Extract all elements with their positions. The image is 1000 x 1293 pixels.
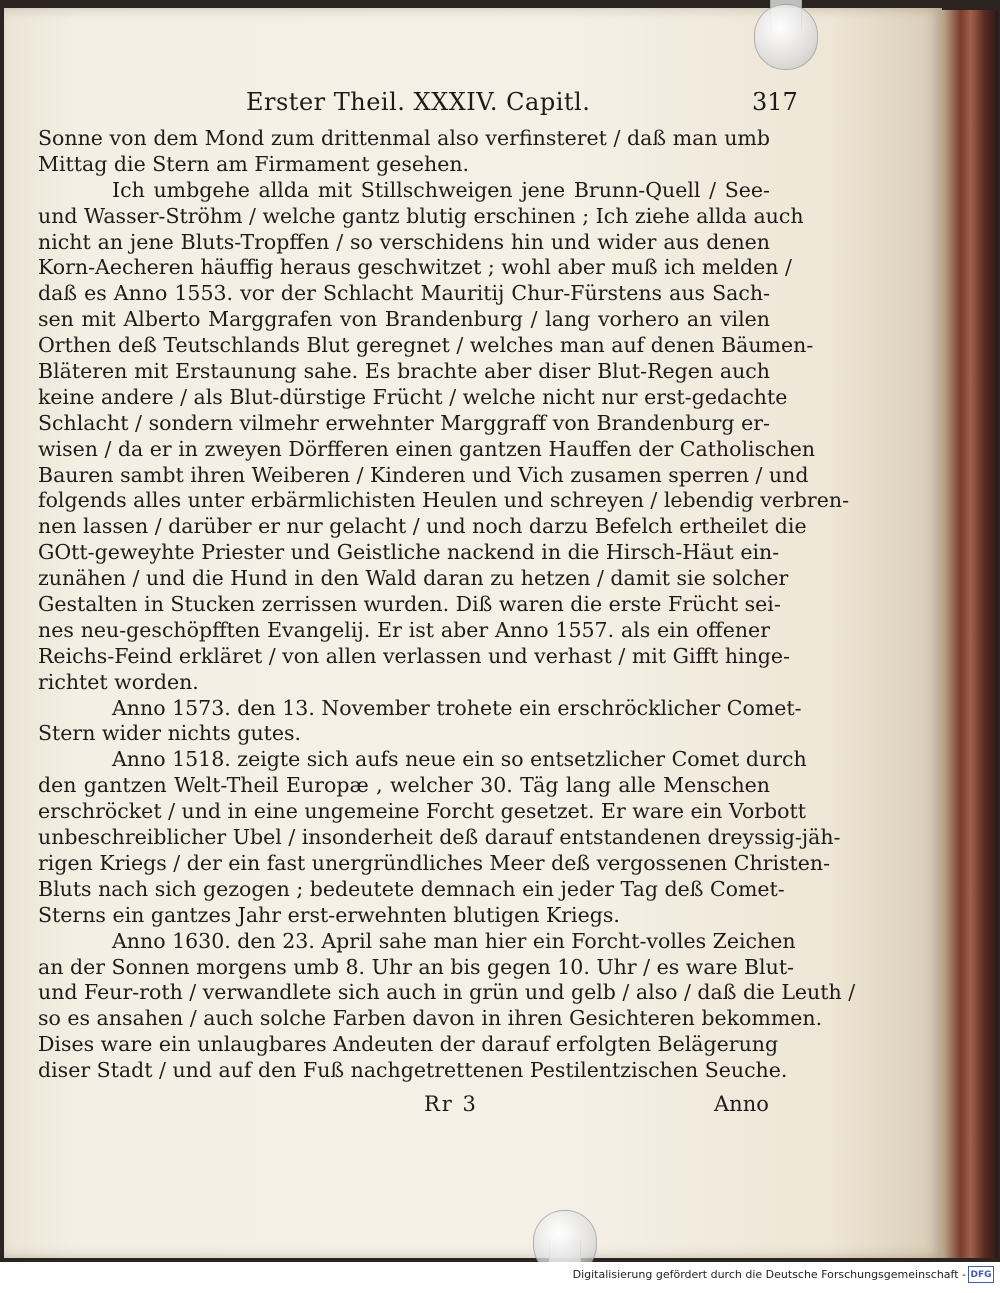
page-clip-top bbox=[754, 4, 818, 70]
text-line: Dises ware ein unlaugbares Andeuten der darauf erfolgten Belägerung bbox=[38, 1032, 779, 1057]
text-line: Orthen deß Teutschlands Blut geregnet / welches man auf denen Bäumen- bbox=[38, 333, 814, 358]
text-line: Stern wider nichts gutes. bbox=[38, 721, 302, 746]
signature-mark: Rr 3 bbox=[424, 1092, 478, 1116]
text-line: nicht an jene Bluts-Tropffen / so verschidens hin und wider aus denen bbox=[38, 229, 770, 254]
text-line: erschröcket / und in eine ungemeine Forcht gesetzet. Er ware ein Vorbott bbox=[38, 799, 806, 824]
text-line: folgends alles unter erbärmlichisten Heulen und schreyen / lebendig verbren- bbox=[38, 488, 849, 513]
text-line: Mittag die Stern am Firmament gesehen. bbox=[38, 151, 470, 176]
funding-credit: Digitalisierung gefördert durch die Deutsche Forschungsgemeinschaft - bbox=[572, 1268, 966, 1281]
text-line: nes neu-geschöpfften Evangelij. Er ist aber Anno 1557. als ein offener bbox=[38, 617, 770, 642]
text-line: wisen / da er in zweyen Dörfferen einen gantzen Hauffen der Catholischen bbox=[38, 436, 816, 461]
text-line: sen mit Alberto Marggrafen von Brandenburg / lang vorhero an vilen bbox=[38, 307, 770, 332]
text-line: unbeschreiblicher Ubel / insonderheit deß darauf entstandenen dreyssig-jäh- bbox=[38, 825, 841, 850]
running-header bbox=[40, 88, 798, 118]
text-line: an der Sonnen morgens umb 8. Uhr an bis gegen 10. Uhr / es ware Blut- bbox=[38, 954, 794, 979]
text-line: keine andere / als Blut-dürstige Frücht / welche nicht nur erst-gedachte bbox=[38, 384, 788, 409]
page-footer bbox=[40, 1092, 780, 1120]
text-line: den gantzen Welt-Theil Europæ , welcher 30. Täg lang alle Menschen bbox=[38, 773, 770, 798]
text-line: zunähen / und die Hund in den Wald daran zu hetzen / damit sie solcher bbox=[38, 566, 789, 591]
text-line: Bauren sambt ihren Weiberen / Kinderen und Vich zusamen sperren / und bbox=[38, 462, 809, 487]
text-line: so es ansahen / auch solche Farben davon in ihren Gesichteren bekommen. bbox=[38, 1006, 823, 1031]
text-line: Bluts nach sich gezogen ; bedeutete demnach ein jeder Tag deß Comet- bbox=[38, 876, 785, 901]
dfg-logo-icon: DFG bbox=[968, 1266, 994, 1283]
header-title: Erster Theil. XXXIV. Capitl. bbox=[246, 88, 591, 116]
text-line: Anno 1518. zeigte sich aufs neue ein so entsetzlicher Comet durch bbox=[112, 747, 807, 772]
text-line: und Feur-roth / verwandlete sich auch in grün und gelb / also / daß die Leuth / bbox=[38, 980, 856, 1005]
text-line: Korn-Aecheren häuffig heraus geschwitzet ; wohl aber muß ich melden / bbox=[38, 255, 792, 280]
text-line: Reichs-Feind erkläret / von allen verlassen und verhast / mit Gifft hinge- bbox=[38, 643, 790, 668]
text-line: Schlacht / sondern vilmehr erwehnter Marggraff von Brandenburg er- bbox=[38, 410, 770, 435]
text-line: Anno 1630. den 23. April sahe man hier ein Forcht-volles Zeichen bbox=[112, 928, 796, 953]
catchword: Anno bbox=[714, 1092, 769, 1116]
text-line: Sonne von dem Mond zum drittenmal also verfinsteret / daß man umb bbox=[38, 126, 770, 150]
text-line: richtet worden. bbox=[38, 669, 199, 694]
text-line: rigen Kriegs / der ein fast unergründliches Meer deß vergossenen Christen- bbox=[38, 850, 831, 875]
text-line: GOtt-geweyhte Priester und Geistliche nackend in die Hirsch-Häut ein- bbox=[38, 540, 780, 565]
text-line: Anno 1573. den 13. November trohete ein erschröcklicher Comet- bbox=[112, 695, 802, 720]
text-line: Ich umbgehe allda mit Stillschweigen jene Brunn-Quell / See- bbox=[112, 177, 770, 202]
page-number: 317 bbox=[752, 88, 798, 116]
text-line: Gestalten in Stucken zerrissen wurden. Diß waren die erste Frücht sei- bbox=[38, 592, 781, 617]
text-line: Sterns ein gantzes Jahr erst-erwehnten blutigen Kriegs. bbox=[38, 902, 620, 927]
text-line: und Wasser-Ströhm / welche gantz blutig erschinen ; Ich ziehe allda auch bbox=[38, 203, 804, 228]
body-text bbox=[38, 126, 856, 1084]
text-line: Bläteren mit Erstaunung sahe. Es brachte aber diser Blut-Regen auch bbox=[38, 359, 770, 384]
text-line: daß es Anno 1553. vor der Schlacht Mauritij Chur-Fürstens aus Sach- bbox=[38, 281, 770, 306]
text-line: diser Stadt / und auf den Fuß nachgetrettenen Pestilentzischen Seuche. bbox=[38, 1058, 788, 1083]
text-line: nen lassen / darüber er nur gelacht / und noch darzu Befelch ertheilet die bbox=[38, 514, 807, 539]
credit-bar bbox=[0, 1262, 1000, 1293]
